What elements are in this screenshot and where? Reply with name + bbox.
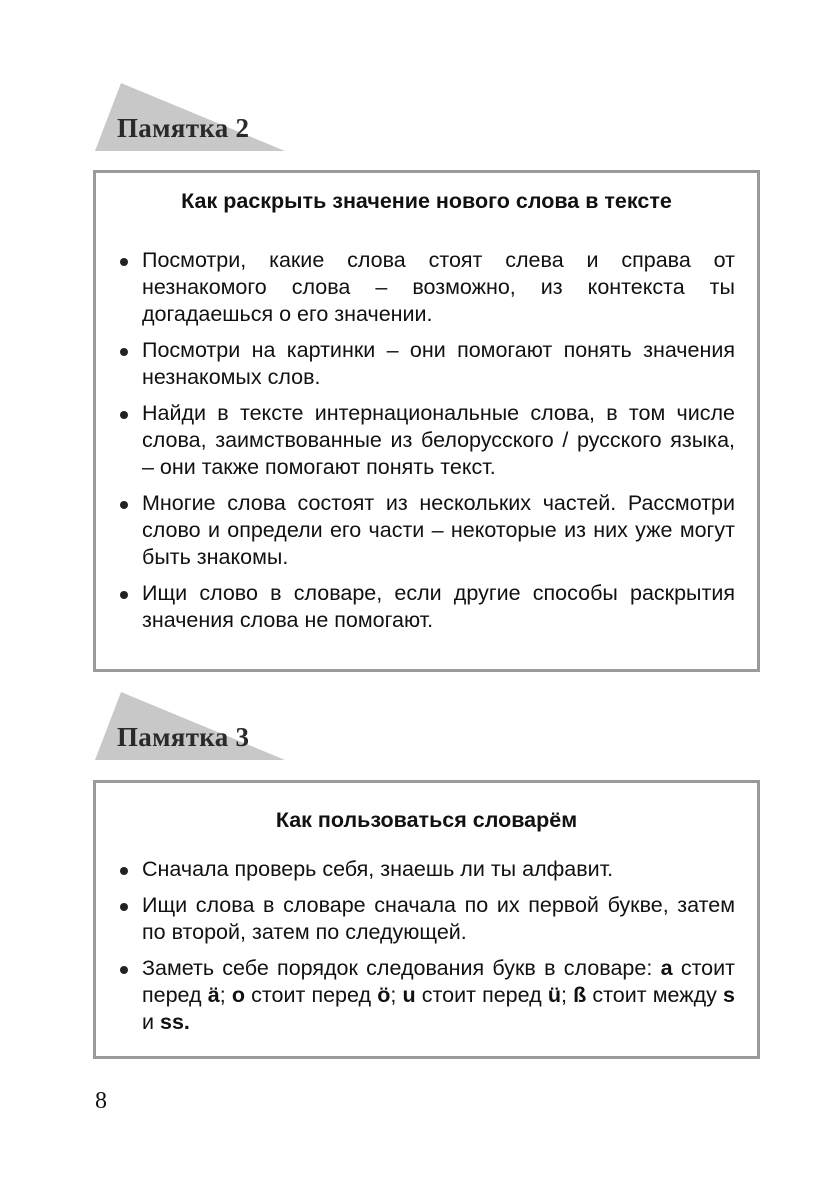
letter-s: s <box>723 983 735 1007</box>
letter-o: o <box>231 983 245 1007</box>
memo3-list <box>96 856 757 1036</box>
memo2-list <box>96 247 757 634</box>
letter-eszett: ß <box>573 983 587 1007</box>
list-item: Посмотри, какие слова стоят слева и справа от незнакомого слова – возможно, из контекста ты догадаешься о его значении. <box>96 247 757 328</box>
text-fragment: ; <box>390 983 403 1007</box>
list-item: Посмотри на картинки – они помогают понять значения незнакомых слов. <box>96 337 757 391</box>
list-item-letter-order <box>96 955 757 1036</box>
memo3-tab <box>95 692 295 762</box>
letter-u: u <box>402 983 416 1007</box>
memo3-tab-title: Памятка 3 <box>117 722 250 752</box>
list-item: Ищи слова в словаре сначала по их первой букве, затем по второй, затем по следующей. <box>96 892 757 946</box>
page-number: 8 <box>95 1088 107 1114</box>
letter-a: a <box>660 956 673 980</box>
memo2-heading: Как раскрыть значение нового слова в тексте <box>181 189 672 213</box>
text-fragment: ; <box>560 983 574 1007</box>
letter-a-umlaut: ä <box>207 983 220 1007</box>
memo3-heading: Как пользоваться словарём <box>275 808 578 832</box>
list-item: Сначала проверь себя, знаешь ли ты алфавит. <box>96 856 757 883</box>
letter-u-umlaut: ü <box>547 983 561 1007</box>
letter-ss: ss. <box>159 1010 190 1034</box>
list-item: Ищи слово в словаре, если другие способы раскрытия значения слова не помогают. <box>96 580 757 634</box>
text-fragment: стоит перед <box>244 983 378 1007</box>
memo2-tab <box>95 83 295 153</box>
memo2-tab-title: Памятка 2 <box>117 113 250 143</box>
list-item: Найди в тексте интернациональные слова, в том числе слова, заимствованные из белорусского / русского языка, – они также помогают понять текст. <box>96 400 757 481</box>
text-fragment: стоит между <box>586 983 724 1007</box>
text-fragment: и <box>142 1010 160 1034</box>
memo3-box <box>93 780 760 1059</box>
text-fragment: ; <box>219 983 232 1007</box>
list-item: Многие слова состоят из нескольких частей. Рассмотри слово и определи его части – некоторые из них уже могут быть знакомы. <box>96 490 757 571</box>
text-fragment: стоит перед <box>415 983 548 1007</box>
letter-o-umlaut: ö <box>377 983 391 1007</box>
letter-order-intro: Заметь себе порядок следования букв в словаре: <box>142 956 653 980</box>
memo2-box <box>93 170 760 672</box>
text-fragment: стоит перед <box>142 956 735 1007</box>
